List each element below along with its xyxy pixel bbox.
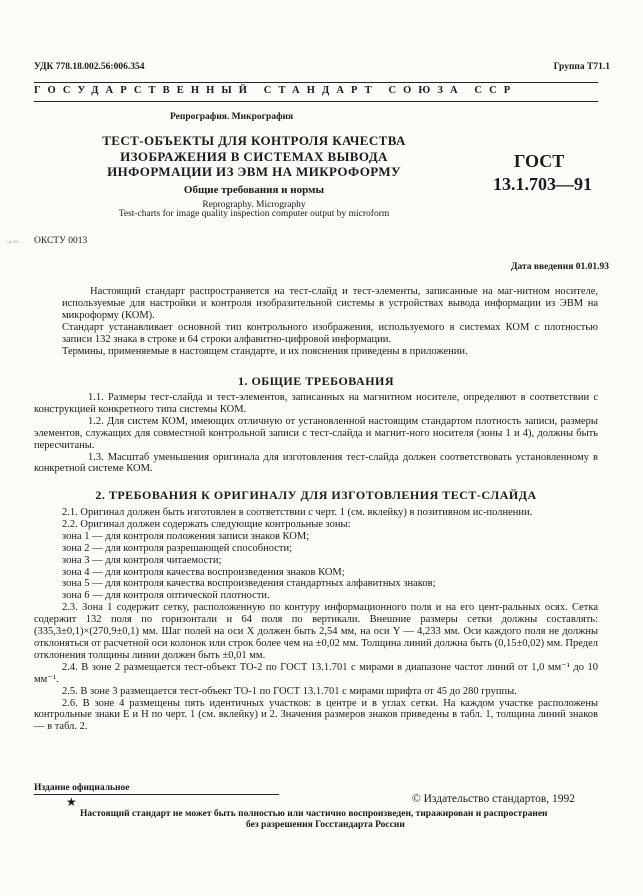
gost-number: 13.1.703—91	[493, 174, 592, 194]
zone-item: зона 3 — для контроля читаемости;	[62, 554, 222, 566]
intro-paragraph: Термины, применяемые в настоящем стандарте, и их пояснения приведены в приложении.	[62, 345, 468, 357]
paragraph: 2.6. В зоне 4 размещены пять идентичных участков: в центре и в углах сетки. На каждом участке расположены контрольные знаки Е и Н по черт. 1 (см. вклейку) и 2. Значения размеров знаков приведены в табл. 1, толщина линий знаков — в табл. 2.	[34, 697, 598, 733]
document-title	[80, 133, 428, 180]
okstu-code: ОКСТУ 0013	[34, 236, 88, 246]
english-title-1: Reprography. Micrography	[202, 200, 306, 210]
zone-item: зона 1 — для контроля положения записи знаков КОМ;	[62, 530, 310, 542]
section-heading-2: 2. ТРЕБОВАНИЯ К ОРИГИНАЛУ ДЛЯ ИЗГОТОВЛЕНИЯ ТЕСТ-СЛАЙДА	[95, 488, 537, 502]
paragraph: 2.5. В зоне 3 размещается тест-объект ТО-1 по ГОСТ 13.1.701 с мирами шрифта от 45 до 280 группы.	[62, 685, 517, 697]
margin-mark: ·«·¤·	[6, 238, 20, 246]
header-rule-bottom	[34, 101, 598, 102]
introduction-date: Дата введения 01.01.93	[510, 262, 609, 272]
section2-block	[34, 507, 598, 733]
intro-paragraph: Настоящий стандарт распространяется на тест-слайд и тест-элементы, записанные на маг-нитном носителе, используемые для настройки и контроля изобразительной системы в устройствах вывода информации из ЭВМ на микроформу (КОМ).	[62, 286, 598, 321]
official-edition-label: Издание официальное	[34, 783, 130, 793]
paragraph: 2.3. Зона 1 содержит сетку, расположенную по контуру информационного поля и на его цент-ральных осях. Сетка содержит 132 поля по горизонтали и 64 поля по вертикали. Внешние размеры сетки должны составлять: (335,3±0,1)×(270,9±0,1) мм. Шаг полей на оси X должен быть 2,54 мм, на оси Y — 4,233 мм. Оси каждого поля не должны отклоняться от расчетной оси колонок или строк более чем на ±0,02 мм. Толщина линий должна быть (0,15±0,02) мм. Предел отклонения толщины линии должен быть ±0,01 мм.	[34, 602, 598, 661]
paragraph: 2.1. Оригинал должен быть изготовлен в соответствии с черт. 1 (см. вклейку) в позитивном ис-полнении.	[62, 507, 533, 518]
intro-paragraph: Стандарт устанавливает основной тип контрольного изображения, используемого в системах КОМ с плотностью записи 132 знака в строке и 64 строки алфавитно-цифровой информации.	[62, 321, 598, 345]
zone-item: зона 4 — для контроля качества воспроизведения знаков КОМ;	[62, 566, 345, 578]
paragraph: 1.2. Для систем КОМ, имеющих отличную от установленной настоящим стандартом плотность записи, размеры элементов, служащих для совместной контрольной записи с тест-слайда и магнит-ного носителя (зоны 1 и 4), должны быть пересчитаны.	[34, 415, 598, 451]
document-subtitle: Общие требования и нормы	[183, 184, 325, 196]
state-standard-banner: ГОСУДАРСТВЕННЫЙ СТАНДАРТ СОЮЗА ССР	[34, 85, 518, 96]
title-line: ИНФОРМАЦИИ ИЗ ЭВМ НА МИКРОФОРМУ	[107, 164, 401, 179]
title-line: ТЕСТ-ОБЪЕКТЫ ДЛЯ КОНТРОЛЯ КАЧЕСТВА	[102, 133, 406, 148]
reproduction-notice: Настоящий стандарт не может быть полностью или частично воспроизведен, тиражирован и распространен	[80, 809, 548, 819]
header-rule-top	[34, 82, 598, 83]
title-line: ИЗОБРАЖЕНИЯ В СИСТЕМАХ ВЫВОДА	[120, 148, 388, 164]
paragraph: 1.3. Масштаб уменьшения оригинала для изготовления тест-слайда должен соответствовать установленному в конкретной системе КОМ.	[34, 451, 598, 475]
section-heading-1: 1. ОБЩИЕ ТРЕБОВАНИЯ	[237, 374, 395, 388]
section-label: Репрография. Микрография	[170, 112, 294, 122]
intro-block	[62, 286, 598, 357]
group-code: Группа Т71.1	[553, 62, 610, 72]
paragraph: 2.4. В зоне 2 размещается тест-объект ТО-2 по ГОСТ 13.1.701 с мирами в диапазоне частот линий от 1,0 мм⁻¹ до 10 мм⁻¹.	[34, 661, 598, 685]
udk-code: УДК 778.18.002.56:006.354	[34, 62, 145, 72]
zone-item: зона 6 — для контроля оптической плотности.	[62, 590, 270, 602]
star-icon: ★	[66, 795, 77, 809]
english-title-2: Test-charts for image quality inspection computer output by microform	[118, 209, 390, 219]
copyright-notice: © Издательство стандартов, 1992	[412, 793, 576, 805]
reproduction-notice-2: без разрешения Госстандарта России	[246, 820, 405, 830]
gost-label: ГОСТ	[514, 151, 565, 171]
paragraph: 1.1. Размеры тест-слайда и тест-элементов, записанных на магнитном носителе, определяют в соответствии с конструкцией конкретного типа системы КОМ.	[34, 392, 598, 415]
section1-block	[34, 392, 598, 475]
zone-item: зона 2 — для контроля разрешающей способности;	[62, 542, 292, 554]
paragraph: 2.2. Оригинал должен содержать следующие контрольные зоны:	[62, 518, 351, 530]
zone-item: зона 5 — для контроля качества воспроизведения стандартных алфавитных знаков;	[62, 578, 436, 590]
